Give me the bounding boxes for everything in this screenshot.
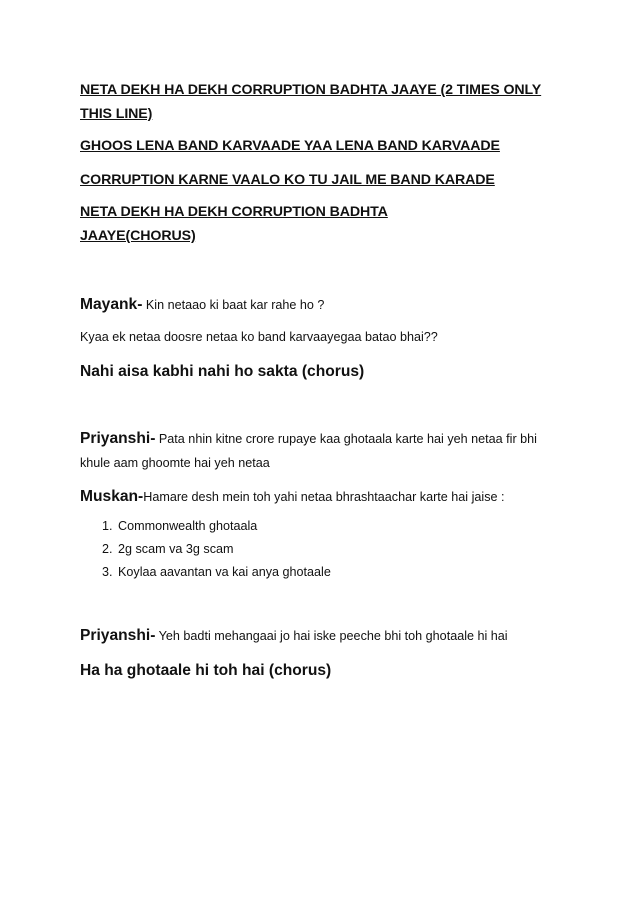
- intro-line-4: NETA DEKH HA DEKH CORRUPTION BADHTA JAAYE(CHORUS): [80, 204, 388, 244]
- speaker-muskan: Muskan-: [80, 488, 144, 505]
- scam-list: [80, 515, 570, 584]
- intro-line-3: CORRUPTION KARNE VAALO KO TU JAIL ME BAND KARADE: [80, 172, 495, 188]
- mayank-verse: [80, 293, 570, 317]
- priyanshi-verse-1: [80, 427, 570, 475]
- chorus-1: Nahi aisa kabhi nahi ho sakta (chorus): [80, 363, 365, 380]
- intro-line-2: GHOOS LENA BAND KARVAADE YAA LENA BAND KARVAADE: [80, 138, 500, 154]
- list-item: 2. 2g scam va 3g scam: [116, 538, 570, 561]
- speaker-priyanshi-2: Priyanshi-: [80, 627, 156, 644]
- priyanshi-1-text: Pata nhin kitne crore rupaye kaa ghotaala karte hai yeh netaa fir bhi khule aam ghoomte hai yeh netaa: [80, 432, 537, 470]
- muskan-text: Hamare desh mein toh yahi netaa bhrashtaachar karte hai jaise :: [143, 490, 505, 504]
- speaker-priyanshi-1: Priyanshi-: [80, 430, 156, 447]
- list-item: 1. Commonwealth ghotaala: [116, 515, 570, 538]
- speaker-mayank: Mayank-: [80, 296, 143, 313]
- mayank-line-2: Kyaa ek netaa doosre netaa ko band karvaayegaa batao bhai??: [80, 330, 438, 344]
- priyanshi-2-text: Yeh badti mehangaai jo hai iske peeche bhi toh ghotaale hi hai: [155, 629, 508, 643]
- mayank-line-1: Kin netaao ki baat kar rahe ho ?: [142, 298, 325, 312]
- list-item: 3. Koylaa aavantan va kai anya ghotaale: [116, 561, 570, 584]
- chorus-2: Ha ha ghotaale hi toh hai (chorus): [80, 662, 332, 679]
- muskan-verse: [80, 485, 570, 509]
- intro-line-1: NETA DEKH HA DEKH CORRUPTION BADHTA JAAYE (2 TIMES ONLY THIS LINE): [80, 82, 542, 122]
- document-page: [80, 78, 570, 684]
- priyanshi-verse-2: [80, 624, 570, 648]
